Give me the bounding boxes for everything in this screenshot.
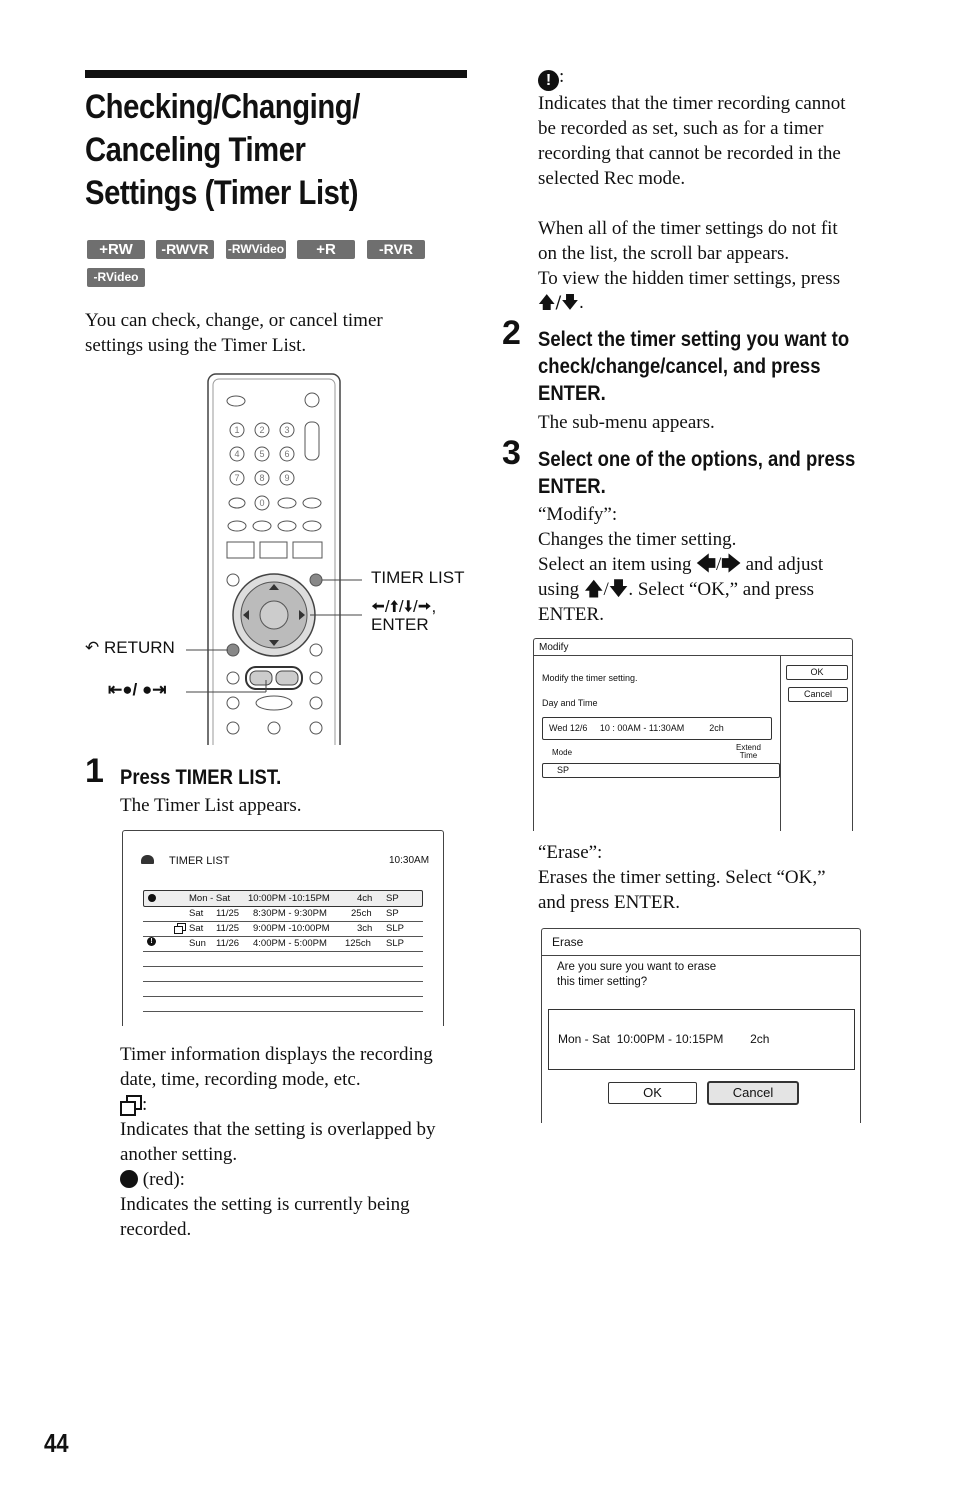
desc-line: selected Rec mode. — [538, 168, 686, 189]
title-divider — [534, 655, 852, 656]
return-icon: ↶ — [85, 638, 100, 657]
row-divider — [143, 996, 423, 997]
timer-info-description — [120, 1042, 470, 1242]
down-arrow-icon: 🡇 — [608, 578, 629, 600]
row-mode: SP — [386, 893, 399, 904]
badge-plus-rw: +RW — [87, 240, 145, 259]
step-1-heading: Press TIMER LIST. — [120, 766, 282, 789]
left-arrow-icon: 🠨 — [371, 597, 385, 616]
svg-text:1: 1 — [234, 425, 240, 435]
warning-icon: ! — [147, 937, 156, 946]
desc-line: be recorded as set, such as for a timer — [538, 118, 824, 139]
intro-line-2: settings using the Timer List. — [85, 335, 307, 356]
svg-text:2: 2 — [259, 425, 265, 435]
skip-back-icon: ⇤● — [108, 680, 133, 699]
cancel-button[interactable]: Cancel — [788, 687, 848, 702]
overlap-legend: : — [120, 1092, 470, 1117]
up-arrow-icon: 🡅 — [583, 578, 604, 600]
erase-screen — [541, 928, 861, 1123]
step-3-number: 3 — [502, 434, 521, 472]
step-3-modify-text: “Modify”: Changes the timer setting. Select an item using 🡄/🡆 and adjust using 🡅/🡇. Select “OK,” and press ENTER. — [538, 504, 824, 625]
title-divider — [542, 955, 860, 956]
row-time: 9:00PM -10:00PM — [253, 923, 330, 934]
modify-screen — [533, 638, 853, 831]
modify-instruction: Modify the timer setting. — [542, 673, 638, 683]
left-arrow-icon: 🡄 — [696, 553, 716, 575]
row-day: Sun — [189, 938, 206, 949]
row-divider — [143, 966, 423, 967]
down-arrow-icon: 🡇 — [561, 293, 579, 313]
badge-plus-r: +R — [297, 240, 355, 259]
side-divider — [780, 655, 781, 831]
extend-time-label: Extend Time — [736, 743, 761, 760]
row-channel: 25ch — [351, 908, 372, 919]
desc-line: another setting. — [120, 1144, 238, 1165]
row-divider — [143, 981, 423, 982]
step-3-heading: Select one of the options, and press ENTER. — [538, 448, 856, 498]
clock-display: 10:30AM — [389, 855, 430, 866]
svg-text:0: 0 — [259, 498, 265, 508]
right-arrow-icon: 🠪 — [417, 597, 432, 616]
erase-setting-box: Mon - Sat 10:00PM - 10:15PM 2ch — [548, 1009, 855, 1070]
timer-icon — [141, 855, 154, 864]
title-line-1: Checking/Changing/ — [85, 88, 360, 126]
desc-line: Timer information displays the recording — [120, 1044, 433, 1065]
row-divider — [143, 951, 423, 952]
desc-line: recorded. — [120, 1219, 192, 1240]
row-divider — [143, 936, 423, 937]
desc-line: on the list, the scroll bar appears. — [538, 243, 790, 264]
recording-icon — [148, 894, 156, 902]
step-2-text: The sub-menu appears. — [538, 412, 715, 433]
row-date: 11/25 — [216, 908, 240, 919]
title-line-2: Canceling Timer — [85, 131, 306, 169]
step-3-erase-text: “Erase”: Erases the timer setting. Select “OK,” and press ENTER. — [538, 842, 826, 913]
step-2-number: 2 — [502, 314, 521, 352]
title-line-3: Settings (Timer List) — [85, 174, 359, 212]
timer-list-title: TIMER LIST — [169, 855, 230, 867]
ok-button[interactable]: OK — [608, 1082, 697, 1104]
enter-label: ENTER — [371, 615, 429, 634]
title-rule — [85, 70, 467, 78]
row-day: Sat — [189, 908, 204, 919]
row-time: 4:00PM - 5:00PM — [253, 938, 327, 949]
row-date: 11/25 — [216, 923, 240, 934]
row-mode: SLP — [386, 923, 404, 934]
row-day: Sat — [189, 923, 204, 934]
mode-field[interactable]: SP — [542, 763, 780, 778]
badge-minus-rvideo: -RVideo — [87, 268, 145, 287]
up-arrow-icon: 🠩 — [389, 597, 399, 616]
up-arrow-icon: 🡅 — [538, 293, 556, 313]
down-arrow-icon: 🠫 — [403, 597, 413, 616]
remote-leader-lines — [180, 570, 370, 700]
svg-text:7: 7 — [234, 473, 240, 483]
svg-text:5: 5 — [259, 449, 265, 459]
svg-text:6: 6 — [284, 449, 290, 459]
erase-question: Are you sure you want to erase this timer setting? — [557, 961, 717, 988]
modify-title: Modify — [539, 642, 569, 653]
step-1-number: 1 — [85, 752, 104, 790]
ok-button[interactable]: OK — [786, 665, 848, 680]
scroll-keys: 🡅/🡇. — [538, 293, 585, 313]
desc-line: Indicates that the setting is overlapped by — [120, 1119, 436, 1140]
right-arrow-icon: 🡆 — [721, 553, 741, 575]
desc-line: Indicates that the timer recording cannot — [538, 93, 846, 114]
svg-text:8: 8 — [259, 473, 265, 483]
mode-label: Mode — [552, 748, 573, 757]
step-2-heading: Select the timer setting you want to check/change/cancel, and press ENTER. — [538, 328, 850, 405]
erase-title: Erase — [552, 935, 584, 949]
row-channel: 125ch — [345, 938, 371, 949]
desc-line: recording that cannot be recorded in the — [538, 143, 841, 164]
cancel-button[interactable]: Cancel — [707, 1081, 799, 1105]
row-mode: SP — [386, 908, 399, 919]
day-time-label: Day and Time — [542, 698, 598, 708]
svg-text:9: 9 — [284, 473, 290, 483]
desc-line: Indicates the setting is currently being — [120, 1194, 410, 1215]
row-time: 10:00PM -10:15PM — [248, 893, 330, 904]
recording-dot-icon — [120, 1170, 138, 1188]
desc-line: When all of the timer settings do not fit — [538, 218, 838, 239]
warning-description — [538, 64, 898, 316]
skip-keys-label: ⇤●/ ●⇥ — [108, 680, 167, 699]
row-date: 11/26 — [216, 938, 240, 949]
warning-legend: ! : — [538, 64, 898, 91]
warning-icon: ! — [538, 70, 559, 91]
skip-forward-icon: ●⇥ — [141, 680, 167, 699]
row-mode: SLP — [386, 938, 404, 949]
svg-text:3: 3 — [284, 425, 290, 435]
row-divider — [143, 1011, 423, 1012]
step-1-text: The Timer List appears. — [120, 795, 302, 816]
row-day: Mon - Sat — [189, 893, 231, 904]
desc-line: date, time, recording mode, etc. — [120, 1069, 361, 1090]
svg-text:4: 4 — [234, 449, 240, 459]
badge-minus-rvr: -RVR — [367, 240, 425, 259]
row-channel: 3ch — [357, 923, 373, 934]
desc-line: To view the hidden timer settings, press — [538, 268, 841, 289]
overlap-icon — [120, 1095, 142, 1113]
timer-list-label: TIMER LIST — [371, 568, 465, 587]
timer-list-screen — [122, 830, 444, 1026]
row-time: 8:30PM - 9:30PM — [253, 908, 327, 919]
row-channel: 4ch — [357, 893, 373, 904]
overlap-icon — [174, 923, 185, 933]
arrow-keys-label: 🠨/🠩/🠫/🠪, — [371, 597, 437, 616]
intro-text — [85, 308, 485, 358]
intro-line-1: You can check, change, or cancel timer — [85, 310, 383, 331]
recording-legend: (red): — [120, 1167, 470, 1192]
page-number: 44 — [44, 1428, 69, 1458]
row-divider — [143, 921, 423, 922]
day-time-field[interactable]: Wed 12/6 10 : 00AM - 11:30AM 2ch — [542, 717, 772, 740]
page-title — [85, 86, 463, 215]
badge-minus-rwvr: -RWVR — [156, 240, 214, 259]
badge-minus-rwvideo: -RWVideo — [226, 240, 286, 259]
return-label: ↶ RETURN — [85, 638, 175, 657]
